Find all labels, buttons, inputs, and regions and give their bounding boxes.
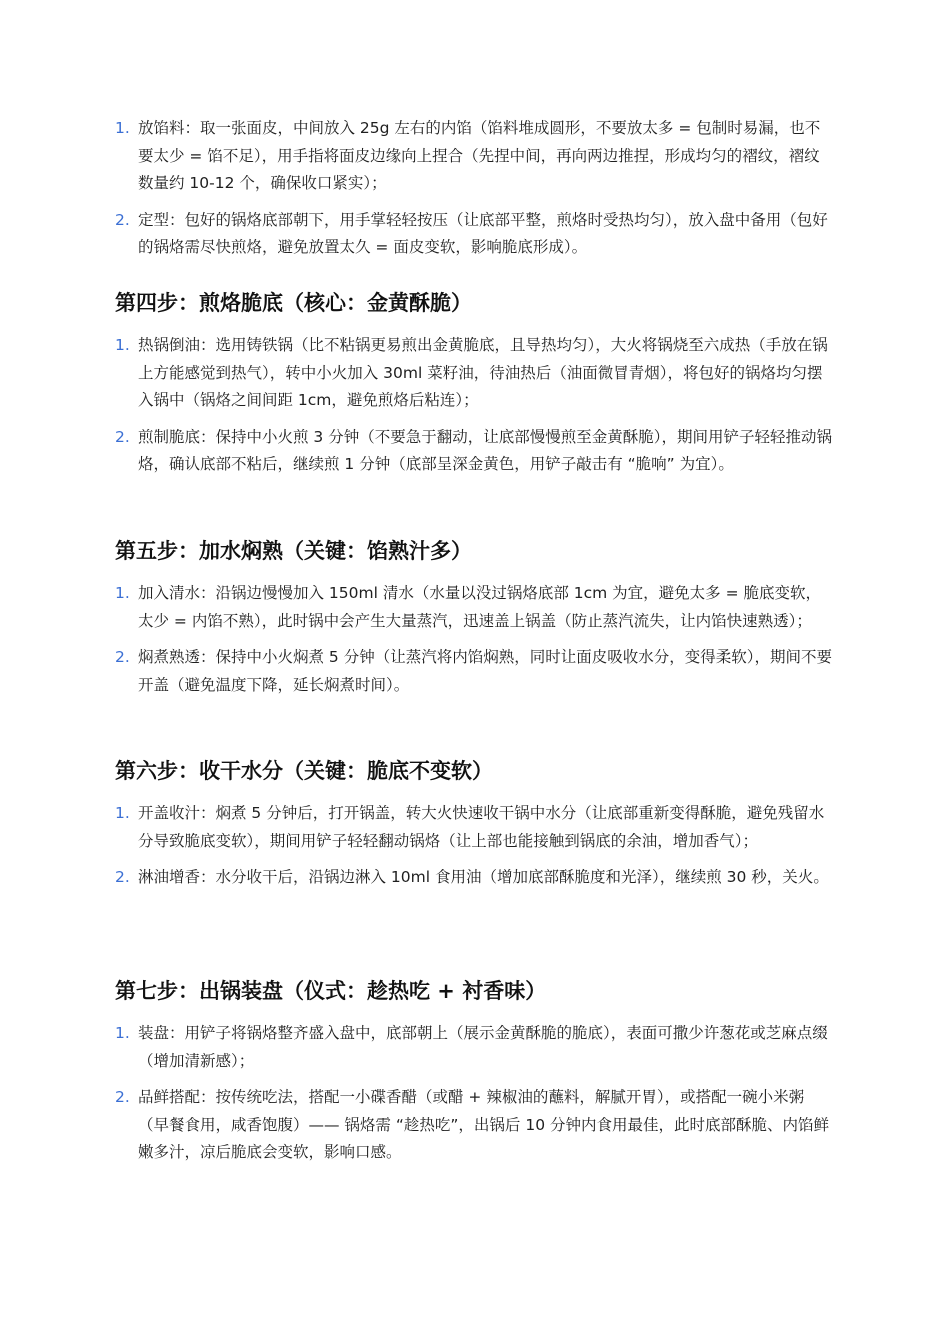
list-item-text: 煎制脆底：保持中小火煎 3 分钟（不要急于翻动，让底部慢慢煎至金黄酥脆），期间用铲子轻轻推动锅烙，确认底部不粘后，继续煎 1 分钟（底部呈深金黄色，用铲子敲击有 “脆响” 为宜）。 [138,427,832,473]
step-list [115,1020,835,1167]
list-item [115,864,835,892]
section-heading: 第六步：收干水分（关键：脆底不变软） [115,759,493,783]
section-heading: 第四步：煎烙脆底（核心：金黄酥脆） [115,291,472,315]
list-item [115,424,835,479]
list-item [115,800,835,855]
list-item [115,644,835,699]
list-number: 2. [115,648,130,666]
list-item-text: 淋油增香：水分收干后，沿锅边淋入 10ml 食用油（增加底部酥脆度和光泽），继续煎 30 秒，关火。 [138,868,829,886]
list-item-text: 定型：包好的锅烙底部朝下，用手掌轻轻按压（让底部平整，煎烙时受热均匀），放入盘中备用（包好的锅烙需尽快煎烙，避免放置太久 = 面皮变软，影响脆底形成）。 [138,210,828,256]
step-list [115,332,835,479]
list-number: 1. [115,1024,130,1042]
section-step-four [115,288,835,488]
list-item-text: 品鲜搭配：按传统吃法，搭配一小碟香醋（或醋 + 辣椒油的蘸料，解腻开胃），或搭配一碗小米粥（早餐食用，咸香饱腹）—— 锅烙需 “趁热吃”，出锅后 10 分钟内食用最佳，此时底部酥脆、内馅鲜嫩多汁，凉后脆底会变软，影响口感。 [138,1088,829,1161]
list-item-text: 开盖收汁：焖煮 5 分钟后，打开锅盖，转大火快速收干锅中水分（让底部重新变得酥脆，避免残留水分导致脆底变软），期间用铲子轻轻翻动锅烙（让上部也能接触到锅底的余油，增加香气）； [138,804,825,850]
list-item-text: 放馅料：取一张面皮，中间放入 25g 左右的内馅（馅料堆成圆形，不要放太多 = 包制时易漏，也不要太少 = 馅不足），用手指将面皮边缘向上捏合（先捏中间，再向两边推捏，形成均匀的褶纹，褶纹数量约 10-12 个，确保收口紧实）； [138,119,821,192]
list-item [115,332,835,415]
list-number: 2. [115,868,130,886]
section-step-seven [115,976,835,1176]
section-heading: 第七步：出锅装盘（仪式：趁热吃 + 衬香味） [115,979,547,1003]
list-item [115,580,835,635]
list-item-text: 焖煮熟透：保持中小火焖煮 5 分钟（让蒸汽将内馅焖熟，同时让面皮吸收水分，变得柔软），期间不要开盖（避免温度下降，延长焖煮时间）。 [138,648,832,694]
list-number: 2. [115,427,130,446]
section-step-six [115,756,835,901]
section-step-five [115,536,835,708]
list-number: 2. [115,210,130,229]
list-item [115,115,835,198]
list-number: 1. [115,336,130,354]
list-number: 1. [115,804,130,822]
list-item-text: 装盘：用铲子将锅烙整齐盛入盘中，底部朝上（展示金黄酥脆的脆底），表面可撒少许葱花或芝麻点缀（增加清新感）； [138,1024,828,1070]
list-number: 2. [115,1088,130,1106]
step-list [115,800,835,892]
step-list [115,580,835,699]
list-item-text: 加入清水：沿锅边慢慢加入 150ml 清水（水量以没过锅烙底部 1cm 为宜，避免太多 = 脆底变软，太少 = 内馅不熟），此时锅中会产生大量蒸汽，迅速盖上锅盖（防止蒸汽流失，让内馅快速熟透）； [138,584,822,630]
list-item-text: 热锅倒油：选用铸铁锅（比不粘锅更易煎出金黄脆底，且导热均匀），大火将锅烧至六成热（手放在锅上方能感觉到热气），转中小火加入 30ml 菜籽油，待油热后（油面微冒青烟），将包好的锅烙均匀摆入锅中（锅烙之间间距 1cm，避免煎烙后粘连）； [138,336,828,409]
list-item [115,1020,835,1075]
list-item [115,1084,835,1167]
list-number: 1. [115,119,130,137]
list-number: 1. [115,584,130,602]
intro-step-list [115,115,835,271]
list-item [115,207,835,262]
section-heading: 第五步：加水焖熟（关键：馅熟汁多） [115,539,472,563]
